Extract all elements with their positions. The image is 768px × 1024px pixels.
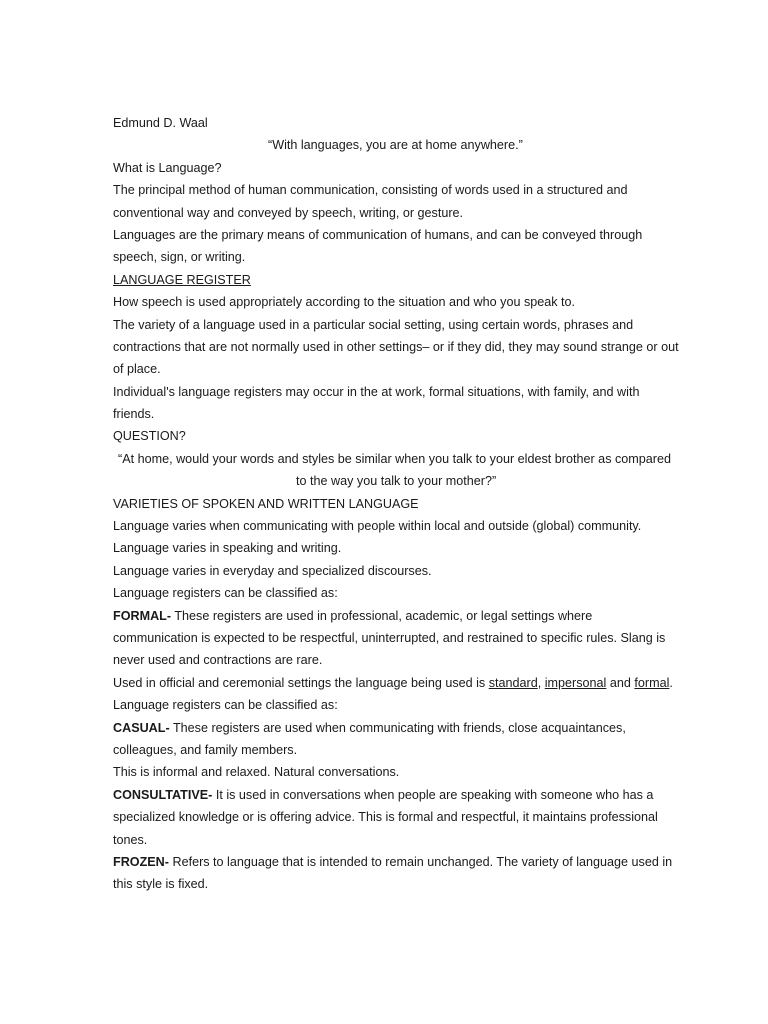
casual-text-1: These registers are used when communicating with friends, close acquaintances, <box>169 720 626 735</box>
definition-2-line-2: speech, sign, or writing. <box>113 250 246 265</box>
classified-intro-1: Language registers can be classified as: <box>113 586 338 601</box>
classified-intro-2: Language registers can be classified as: <box>113 698 338 713</box>
language-register-heading: LANGUAGE REGISTER <box>113 272 251 287</box>
official-separator-1: , <box>537 675 545 690</box>
formal-line-1 <box>113 605 693 627</box>
register-paragraph-3-line-1: Individual's language registers may occur in the at work, formal situations, with family, and with <box>113 384 640 399</box>
consultative-line-2: specialized knowledge or is offering advice. This is formal and respectful, it maintains professional <box>113 810 658 825</box>
register-paragraph-2-line-1: The variety of a language used in a particular social setting, using certain words, phrases and <box>113 317 634 332</box>
consultative-text-1: It is used in conversations when people are speaking with someone who has a <box>212 787 654 802</box>
formal-line-2: communication is expected to be respectful, uninterrupted, and restrained to specific rules. Slang is <box>113 630 666 645</box>
official-prefix: Used in official and ceremonial settings the language being used is <box>113 675 489 690</box>
opening-quote: “With languages, you are at home anywhere.” <box>268 138 523 153</box>
varieties-heading: VARIETIES OF SPOKEN AND WRITTEN LANGUAGE <box>113 496 419 511</box>
varies-item-1: Language varies when communicating with people within local and outside (global) community. <box>113 519 642 534</box>
document-page <box>113 112 693 896</box>
casual-term: CASUAL- <box>113 720 170 735</box>
consultative-line-1 <box>113 784 693 806</box>
official-separator-2: and <box>606 675 635 690</box>
frozen-term: FROZEN- <box>113 854 169 869</box>
official-end: . <box>669 675 673 690</box>
official-word-formal: formal <box>634 675 670 690</box>
official-word-standard: standard <box>488 675 538 690</box>
frozen-text-1: Refers to language that is intended to remain unchanged. The variety of language used in <box>168 854 673 869</box>
definition-1-line-2: conventional way and conveyed by speech, writing, or gesture. <box>113 205 464 220</box>
register-paragraph-2-line-3: of place. <box>113 362 161 377</box>
definition-1-line-1: The principal method of human communication, consisting of words used in a structured and <box>113 183 628 198</box>
consultative-line-3: tones. <box>113 832 148 847</box>
question-label: QUESTION? <box>113 429 186 444</box>
casual-line-2: colleagues, and family members. <box>113 742 298 757</box>
formal-line-3: never used and contractions are rare. <box>113 653 323 668</box>
official-word-impersonal: impersonal <box>544 675 607 690</box>
question-quote-line-1: “At home, would your words and styles be similar when you talk to your eldest brother as compared <box>118 451 671 466</box>
varies-item-3: Language varies in everyday and specialized discourses. <box>113 563 432 578</box>
official-settings-line <box>113 672 693 694</box>
consultative-term: CONSULTATIVE- <box>113 787 213 802</box>
author-name: Edmund D. Waal <box>113 116 208 130</box>
register-paragraph-3-line-2: friends. <box>113 407 155 422</box>
frozen-line-2: this style is fixed. <box>113 877 209 892</box>
register-paragraph-1: How speech is used appropriately according to the situation and who you speak to. <box>113 295 576 310</box>
casual-note: This is informal and relaxed. Natural conversations. <box>113 765 400 780</box>
frozen-line-1 <box>113 851 693 873</box>
what-is-language-heading: What is Language? <box>113 160 222 175</box>
varies-item-2: Language varies in speaking and writing. <box>113 541 342 556</box>
formal-text-1: These registers are used in professional, academic, or legal settings where <box>171 608 593 623</box>
register-paragraph-2-line-2: contractions that are not normally used in other settings– or if they did, they may sound strange or out <box>113 339 679 354</box>
casual-line-1 <box>113 717 693 739</box>
formal-term: FORMAL- <box>113 608 172 623</box>
question-quote-line-2: to the way you talk to your mother?” <box>296 474 497 489</box>
definition-2-line-1: Languages are the primary means of communication of humans, and can be conveyed through <box>113 227 643 242</box>
